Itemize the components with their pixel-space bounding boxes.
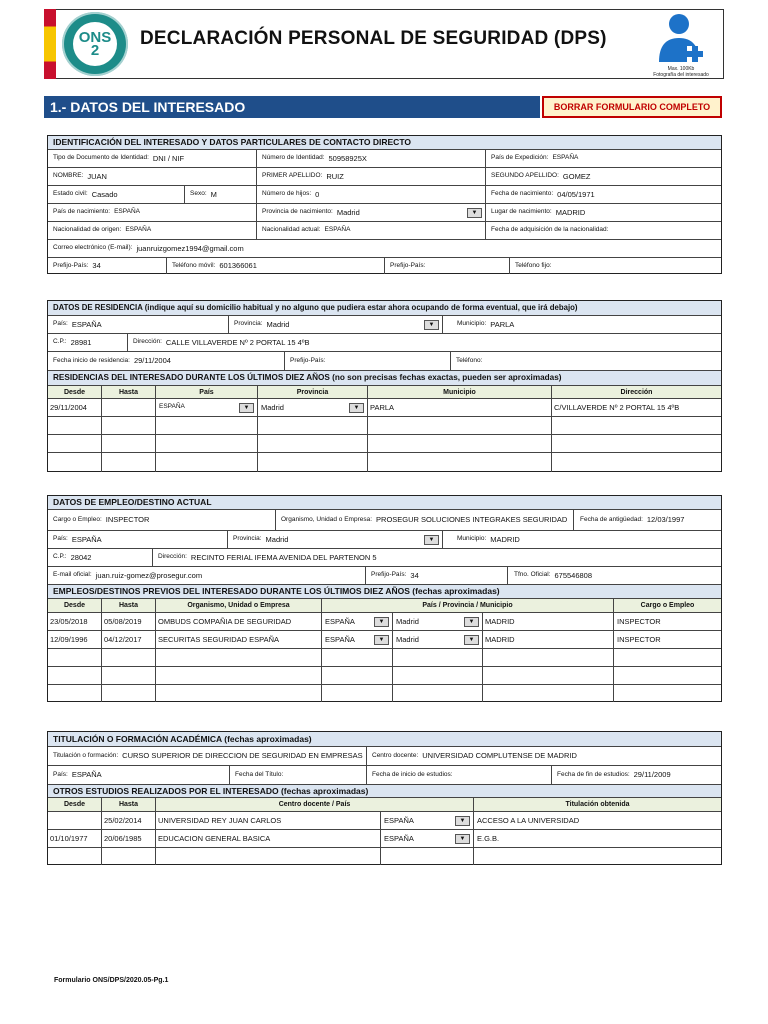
doc-type-label: Tipo de Documento de Identidad: [53,154,149,162]
employment-row-2 [48,531,721,549]
emp-address-value: RECINTO FERIAL IFEMA AVENIDA DEL PARTENON 5 [190,552,377,562]
res-municipality-field[interactable] [443,316,721,333]
edu-country-field[interactable] [48,766,230,784]
edu-country-select[interactable] [381,812,474,829]
res-start-value: 29/11/2004 [133,356,171,366]
organization-value: PROSEGUR SOLUCIONES INTEGRAKES SEGURIDAD [376,515,568,525]
edu-country-cell: ESPAÑA [384,833,414,843]
work-phone-field[interactable] [508,567,721,584]
emp-cargo-cell[interactable]: INSPECTOR [617,634,661,644]
mobile-field[interactable] [167,258,385,274]
birth-place-label: Lugar de nacimiento: [491,208,552,216]
job-title-label: Cargo o Empleo: [53,515,102,523]
civil-status-value: Casado [91,189,118,199]
res-phone-label: Teléfono: [456,356,483,364]
emp-province-cell: Madrid [396,616,419,626]
col-header: Dirección [552,386,721,398]
empty-cell[interactable] [48,667,102,684]
emp-address-label: Dirección: [158,553,187,561]
id-number-field[interactable] [257,150,486,167]
col-header: Desde [48,386,102,398]
email-value: juanruizgomez1994@gmail.com [136,243,244,253]
empty-cell[interactable] [258,417,368,434]
work-email-field[interactable] [48,567,366,584]
res-prefix-field[interactable] [285,352,451,370]
issue-country-field[interactable] [486,150,721,167]
mobile-label: Teléfono móvil: [172,261,216,269]
res-country-select[interactable] [156,399,258,416]
res-province-cell-select[interactable] [258,399,368,416]
emp-country-cell: ESPAÑA [325,616,355,626]
emp-country-label: País: [53,535,68,543]
logo-sub: 2 [90,42,100,59]
employment-heading: DATOS DE EMPLEO/DESTINO ACTUAL [48,496,721,509]
emp-history-heading: EMPLEOS/DESTINOS PREVIOS DEL INTERESADO DURANTE LOS ÚLTIMOS DIEZ AÑOS (fechas aproximadas) [48,585,721,598]
organization-label: Organismo, Unidad o Empresa: [281,515,373,523]
residence-box [47,300,722,472]
edu-center-cell[interactable]: UNIVERSIDAD REY JUAN CARLOS [156,812,381,829]
birthdate-label: Fecha de nacimiento: [491,190,554,198]
emp-history-heading-row [48,585,721,599]
degree-label: Titulación o formación: [53,751,119,759]
section-title: 1.- DATOS DEL INTERESADO [44,96,540,118]
emp-province-cell: Madrid [396,634,419,644]
empty-cell[interactable] [102,435,156,452]
seniority-date-label: Fecha de antigüedad: [580,515,643,523]
res-province-value: Madrid [266,319,290,329]
name-value: JUAN [87,171,107,181]
table-row [48,649,721,667]
col-header: Centro docente / País [156,798,474,811]
res-start-field[interactable] [48,352,285,370]
res-country-value: ESPAÑA [71,319,102,329]
logo-text: ONS [78,29,112,46]
res-phone-field[interactable] [451,352,721,370]
surname1-label: PRIMER APELLIDO: [262,172,323,180]
chevron-down-icon[interactable]: ▼ [455,816,470,826]
study-end-value: 29/11/2009 [633,770,671,780]
table-row [48,830,721,848]
table-row [48,453,721,472]
page-title: DECLARACIÓN PERSONAL DE SEGURIDAD (DPS) [140,28,607,49]
empty-cell[interactable] [258,453,368,472]
photo-upload[interactable] [648,12,714,78]
school-field[interactable] [367,747,721,765]
employment-row-4 [48,567,721,585]
user-add-icon [657,12,705,66]
employment-row-1 [48,510,721,531]
birth-country-label: País de nacimiento: [53,208,111,216]
study-end-label: Fecha de fin de estudios: [557,770,630,778]
ident-row-5 [48,222,721,240]
birth-place-field[interactable] [486,204,721,221]
emp-municipality-cell[interactable]: MADRID [483,613,614,630]
work-phone-label: Tfno. Oficial: [514,571,551,579]
empty-cell[interactable] [102,453,156,472]
sex-field[interactable] [185,186,257,203]
table-row [48,613,721,631]
mobile-value: 601366061 [219,261,257,271]
empty-cell[interactable] [102,667,156,684]
footer-form-code: Formulario ONS/DPS/2020.05-Pg.1 [54,977,169,984]
edu-desde-cell[interactable] [48,812,102,829]
empty-cell[interactable] [368,435,552,452]
edu-country-label: País: [53,770,68,778]
col-header: País / Provincia / Municipio [322,599,614,612]
empty-cell[interactable] [48,685,102,702]
residence-row-3 [48,352,721,371]
empty-cell[interactable] [156,649,322,666]
empty-cell[interactable] [156,435,258,452]
job-title-field[interactable] [48,510,276,530]
table-row [48,685,721,702]
residence-row-1 [48,316,721,334]
surname2-label: SEGUNDO APELLIDO: [491,172,559,180]
job-title-value: INSPECTOR [105,515,150,525]
emp-desde-cell[interactable]: 12/09/1996 [48,631,102,648]
email-label: Correo electrónico (E-mail): [53,244,133,252]
res-cp-field[interactable] [48,334,128,351]
origin-nationality-value: ESPAÑA [125,226,152,234]
nationality-date-label: Fecha de adquisición de la nacionalidad: [491,226,609,234]
emp-prefix-value: 34 [410,570,419,580]
empty-cell[interactable] [156,667,322,684]
emp-municipality-cell[interactable]: MADRID [483,631,614,648]
prefix1-value: 34 [92,261,101,271]
emp-province-label: Provincia: [233,535,262,543]
table-row [48,399,721,417]
study-start-label: Fecha de inicio de estudios: [372,770,453,778]
emp-prefix-field[interactable] [366,567,508,584]
current-nationality-field[interactable] [257,222,486,239]
res-country-label: País: [53,320,68,328]
surname2-field[interactable] [486,168,721,185]
chevron-down-icon[interactable]: ▼ [467,208,482,218]
empty-cell[interactable] [102,848,156,865]
emp-cp-label: C.P.: [53,553,67,561]
emp-address-field[interactable] [153,549,721,566]
name-field[interactable] [48,168,257,185]
birthdate-field[interactable] [486,186,721,203]
emp-province-select[interactable] [228,531,443,548]
res-prefix-label: Prefijo-País: [290,356,326,364]
residence-row-2 [48,334,721,352]
col-header: Cargo o Empleo [614,599,721,612]
res-history-heading-row [48,371,721,386]
emp-cp-value: 28042 [70,552,92,562]
sex-label: Sexo: [190,190,207,198]
empty-cell[interactable] [483,649,614,666]
email-field[interactable] [48,240,721,257]
issue-country-label: País de Expedición: [491,154,549,162]
photo-caption-2: Fotografía del interesado [653,72,709,78]
education-heading: TITULACIÓN O FORMACIÓN ACADÉMICA (fechas aproximadas) [48,732,721,746]
degree-field[interactable] [48,747,367,765]
emp-cp-field[interactable] [48,549,153,566]
col-header: Municipio [368,386,552,398]
col-header: Organismo, Unidad o Empresa [156,599,322,612]
work-email-label: E-mail oficial: [53,571,92,579]
emp-province-value: Madrid [265,534,289,544]
other-studies-heading-row [48,785,721,798]
empty-cell[interactable] [322,649,393,666]
identification-box [47,135,722,274]
other-studies-columns [48,798,721,812]
study-start-field[interactable] [367,766,552,784]
emp-municipality-field[interactable] [443,531,721,548]
res-province-label: Provincia: [234,320,263,328]
chevron-down-icon[interactable]: ▼ [424,320,439,330]
empty-cell[interactable] [322,685,393,702]
children-label: Número de hijos: [262,190,312,198]
edu-country-cell: ESPAÑA [384,815,414,825]
emp-municipality-label: Municipio: [457,535,487,543]
emp-country-cell: ESPAÑA [325,634,355,644]
landline-label: Teléfono fijo: [515,261,552,269]
chevron-down-icon[interactable]: ▼ [464,635,479,645]
chevron-down-icon[interactable]: ▼ [464,617,479,627]
col-header: Hasta [102,798,156,811]
empty-cell[interactable] [48,649,102,666]
emp-province-cell-select[interactable] [393,631,483,648]
name-label: NOMBRE: [53,172,84,180]
chevron-down-icon[interactable]: ▼ [349,403,364,413]
empty-cell[interactable] [368,417,552,434]
col-header: Hasta [102,386,156,398]
logo-ring [62,12,128,76]
emp-org-cell[interactable]: OMBUDS COMPAÑIA DE SEGURIDAD [156,613,322,630]
empty-cell[interactable] [258,435,368,452]
empty-cell[interactable] [156,685,322,702]
emp-history-columns [48,599,721,613]
prefix2-field[interactable] [385,258,510,274]
col-header: País [156,386,258,398]
res-municipality-value: PARLA [490,319,515,329]
employment-heading-row [48,496,721,510]
landline-field[interactable] [510,258,721,274]
prefix1-field[interactable] [48,258,167,274]
birthdate-value: 04/05/1971 [557,189,595,199]
col-header: Hasta [102,599,156,612]
edu-degree-cell[interactable]: E.G.B. [477,833,500,843]
school-value: UNIVERSIDAD COMPLUTENSE DE MADRID [422,751,577,761]
empty-cell[interactable] [102,685,156,702]
birth-province-label: Provincia de nacimiento: [262,208,333,216]
col-header: Desde [48,798,102,811]
res-province-cell: Madrid [261,402,284,412]
table-row [48,435,721,453]
surname2-value: GOMEZ [562,171,591,181]
empty-cell[interactable] [156,417,258,434]
chevron-down-icon[interactable]: ▼ [424,535,439,545]
birth-province-select[interactable] [257,204,486,221]
emp-desde-cell[interactable]: 23/05/2018 [48,613,102,630]
edu-center-cell[interactable]: EDUCACION GENERAL BASICA [156,830,381,847]
res-address-label: Dirección: [133,338,162,346]
empty-cell[interactable] [156,453,258,472]
education-row-2 [48,766,721,785]
education-box [47,731,722,865]
emp-prefix-label: Prefijo-País: [371,571,407,579]
empty-cell[interactable] [483,667,614,684]
res-province-select[interactable] [229,316,443,333]
current-nationality-value: ESPAÑA [324,226,351,234]
res-desde-cell[interactable]: 29/11/2004 [48,399,102,416]
seniority-date-field[interactable] [574,510,721,530]
children-field[interactable] [257,186,486,203]
empty-cell[interactable] [156,848,381,865]
seniority-date-value: 12/03/1997 [646,515,685,525]
emp-country-value: ESPAÑA [71,534,102,544]
empty-cell[interactable] [368,453,552,472]
empty-cell[interactable] [322,667,393,684]
res-start-label: Fecha inicio de residencia: [53,356,130,364]
table-row [48,417,721,435]
emp-country-field[interactable] [48,531,228,548]
surname1-value: RUIZ [326,171,344,181]
prefix1-label: Prefijo-País: [53,261,89,269]
emp-hasta-cell[interactable]: 05/08/2019 [102,613,156,630]
emp-municipality-value: MADRID [490,534,520,544]
res-address-value: CALLE VILLAVERDE Nº 2 PORTAL 15 4ºB [165,337,310,347]
ident-heading: IDENTIFICACIÓN DEL INTERESADO Y DATOS PARTICULARES DE CONTACTO DIRECTO [48,136,721,149]
empty-cell[interactable] [393,685,483,702]
table-row [48,812,721,830]
school-label: Centro docente: [372,751,419,759]
photo-caption-1: Max. 100Kb [667,66,695,72]
res-history-columns [48,386,721,399]
res-address-field[interactable] [128,334,721,351]
residence-heading-row [48,301,721,316]
chevron-down-icon[interactable]: ▼ [374,635,389,645]
chevron-down-icon[interactable]: ▼ [374,617,389,627]
ident-row-7 [48,258,721,274]
birth-country-field[interactable] [48,204,257,221]
empty-cell[interactable] [393,667,483,684]
empty-cell[interactable] [48,435,102,452]
doc-type-field[interactable] [48,150,257,167]
ident-row-1 [48,150,721,168]
empty-cell[interactable] [48,848,102,865]
surname1-field[interactable] [257,168,486,185]
origin-nationality-label: Nacionalidad de origen: [53,226,122,234]
empty-cell[interactable] [381,848,474,865]
emp-org-cell[interactable]: SECURITAS SEGURIDAD ESPAÑA [156,631,322,648]
civil-status-label: Estado civil: [53,190,88,198]
organization-field[interactable] [276,510,574,530]
study-end-field[interactable] [552,766,721,784]
res-cp-label: C.P.: [53,338,67,346]
degree-date-label: Fecha del Título: [235,770,284,778]
degree-date-field[interactable] [230,766,367,784]
ident-row-2 [48,168,721,186]
res-municipality-cell[interactable]: PARLA [368,399,552,416]
empty-cell[interactable] [102,417,156,434]
current-nationality-label: Nacionalidad actual: [262,226,321,234]
id-number-value: 50958925X [328,153,367,163]
empty-cell[interactable] [102,649,156,666]
empty-cell[interactable] [48,417,102,434]
employment-box [47,495,722,702]
doc-type-value: DNI / NIF [152,153,185,163]
res-municipality-label: Municipio: [457,320,487,328]
education-heading-row [48,732,721,747]
origin-nationality-field[interactable] [48,222,257,239]
res-country-cell: ESPAÑA [159,403,185,411]
issue-country-value: ESPAÑA [552,154,579,162]
table-row [48,631,721,649]
sex-value: M [210,189,217,199]
ident-heading-row [48,136,721,150]
emp-hasta-cell[interactable]: 04/12/2017 [102,631,156,648]
edu-hasta-cell[interactable]: 20/06/1985 [102,830,156,847]
other-studies-heading: OTROS ESTUDIOS REALIZADOS POR EL INTERESADO (fechas aproximadas) [48,785,721,797]
edu-degree-cell[interactable]: ACCESO A LA UNIVERSIDAD [477,815,580,825]
emp-country-select[interactable] [322,613,393,630]
civil-status-field[interactable] [48,186,185,203]
birth-place-value: MADRID [555,207,586,217]
chevron-down-icon[interactable]: ▼ [455,834,470,844]
work-email-value: juan.ruiz-gomez@prosegur.com [95,570,203,580]
children-value: 0 [315,189,320,199]
empty-cell[interactable] [48,453,102,472]
ident-row-6 [48,240,721,258]
edu-desde-cell[interactable]: 01/10/1977 [48,830,102,847]
table-row [48,667,721,685]
edu-country-select[interactable] [381,830,474,847]
clear-form-button[interactable]: BORRAR FORMULARIO COMPLETO [542,96,722,118]
birth-country-value: ESPAÑA [114,208,140,216]
res-country-field[interactable] [48,316,229,333]
edu-country-value: ESPAÑA [71,770,102,780]
degree-value: CURSO SUPERIOR DE DIRECCION DE SEGURIDAD EN EMPRESAS [122,751,363,761]
empty-cell[interactable] [483,685,614,702]
col-header: Provincia [258,386,368,398]
col-header: Desde [48,599,102,612]
ons-logo [62,12,128,76]
emp-country-select[interactable] [322,631,393,648]
birth-province-value: Madrid [336,207,360,217]
col-header: Titulación obtenida [474,798,721,811]
prefix2-label: Prefijo-País: [390,261,426,269]
emp-cargo-cell[interactable]: INSPECTOR [617,616,661,626]
residence-heading: DATOS DE RESIDENCIA (indique aquí su domicilio habitual y no alguno que pudiera estar ahora ocupando de forma eventual, que irá debajo) [48,301,721,315]
employment-row-3 [48,549,721,567]
chevron-down-icon[interactable]: ▼ [239,403,254,413]
education-row-1 [48,747,721,766]
res-history-heading: RESIDENCIAS DEL INTERESADO DURANTE LOS ÚLTIMOS DIEZ AÑOS (no son precisas fechas exactas, pueden ser aproximadas) [48,371,721,385]
table-row [48,848,721,865]
edu-hasta-cell[interactable]: 25/02/2014 [102,812,156,829]
nationality-date-field[interactable] [486,222,721,239]
id-number-label: Número de Identidad: [262,154,325,162]
emp-province-cell-select[interactable] [393,613,483,630]
ident-row-4 [48,204,721,222]
spain-flag-stripe [44,9,56,79]
res-cp-value: 28981 [70,337,92,347]
work-phone-value: 675546808 [554,570,593,580]
res-address-cell[interactable]: C/VILLAVERDE Nº 2 PORTAL 15 4ºB [554,402,680,412]
ident-row-3 [48,186,721,204]
empty-cell[interactable] [393,649,483,666]
res-hasta-cell[interactable] [102,399,156,416]
